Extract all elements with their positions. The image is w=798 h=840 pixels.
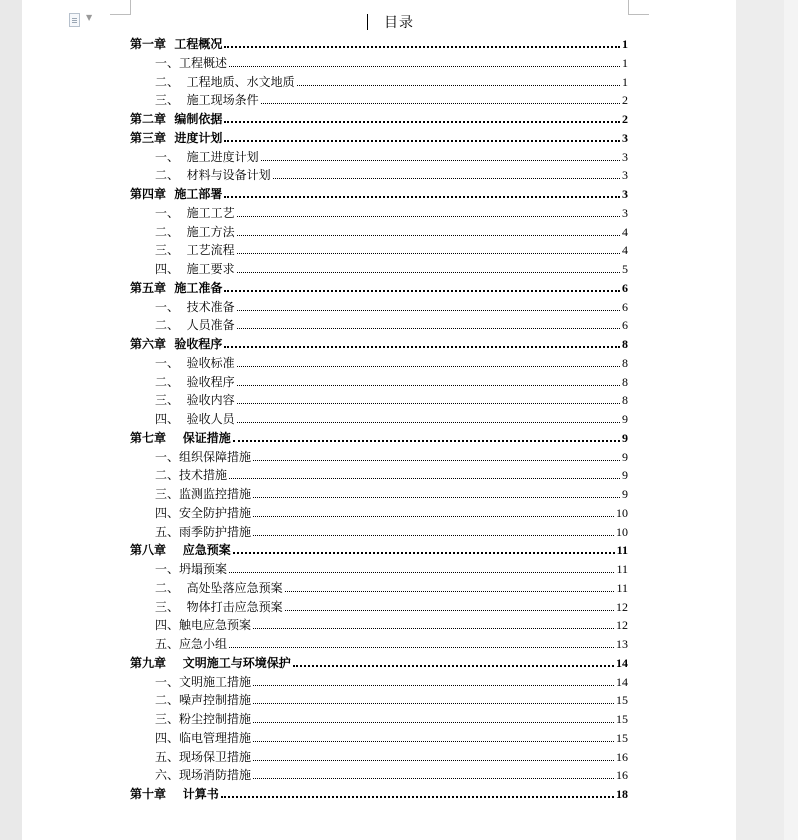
toc-entry-text: 二、 材料与设备计划 [155, 168, 271, 183]
toc-entry-text: 一、工程概述 [155, 55, 228, 70]
toc-dot-leader [253, 534, 614, 536]
toc-dot-leader [253, 777, 614, 779]
toc-page-number: 14 [616, 674, 628, 689]
toc-section-entry[interactable] [155, 614, 628, 632]
toc-dot-leader [253, 740, 614, 742]
toc-section-entry[interactable] [155, 258, 628, 276]
toc-entry-text: 四、 验收人员 [155, 412, 235, 426]
toc-chapter-entry[interactable] [130, 108, 628, 126]
toc-chapter-entry[interactable] [130, 277, 628, 295]
toc-chapter-entry[interactable] [130, 652, 628, 670]
toc-entry-text: 第六章 验收程序 [130, 337, 223, 351]
toc-entry-text: 二、 施工方法 [155, 224, 235, 239]
toc-section-entry[interactable] [155, 202, 628, 220]
toc-entry-text: 一、文明施工措施 [155, 674, 252, 689]
toc-section-entry[interactable] [155, 689, 628, 707]
toc-entry-text: 一、 施工工艺 [155, 205, 235, 220]
toc-section-entry[interactable] [155, 221, 628, 239]
toc-dot-leader [285, 590, 615, 592]
toc-entry-text: 三、 施工现场条件 [155, 93, 259, 108]
toc-dot-leader [261, 102, 620, 104]
toc-section-entry[interactable] [155, 389, 628, 407]
toc-page-number: 8 [622, 374, 628, 389]
toc-entry-text: 五、雨季防护措施 [155, 524, 252, 539]
toc-section-entry[interactable] [155, 596, 628, 614]
toc-page-number: 15 [616, 693, 628, 708]
toc-entry-text: 第四章 施工部署 [130, 187, 223, 201]
toc-page-number: 2 [622, 93, 628, 108]
toc-chapter-entry[interactable] [130, 333, 628, 351]
toc-page-number: 6 [622, 299, 628, 314]
toc-entry-text: 一、坍塌预案 [155, 562, 228, 576]
toc-entry-text: 五、应急小组 [155, 637, 228, 651]
toc-dot-leader [237, 365, 620, 367]
toc-dot-leader [229, 571, 614, 573]
toc-dot-leader [237, 384, 620, 386]
toc-page-number: 9 [622, 449, 628, 464]
toc-dot-leader [293, 664, 614, 667]
toc-page-number: 18 [616, 787, 628, 801]
toc-entry-text: 第十章 计算书 [130, 787, 219, 801]
toc-chapter-entry[interactable] [130, 539, 628, 557]
toc-dot-leader [224, 345, 620, 348]
toc-entry-text: 二、噪声控制措施 [155, 693, 252, 708]
toc-dot-leader [233, 551, 615, 554]
toc-section-entry[interactable] [155, 164, 628, 182]
toc-section-entry[interactable] [155, 239, 628, 257]
toc-entry-text: 三、粉尘控制措施 [155, 712, 252, 726]
toc-chapter-entry[interactable] [130, 183, 628, 201]
toc-entry-text: 三、监测监控措施 [155, 487, 252, 501]
toc-dot-leader [253, 684, 614, 686]
toc-page-number: 11 [616, 543, 628, 558]
toc-section-entry[interactable] [155, 671, 628, 689]
toc-dot-leader [285, 609, 614, 611]
toc-page-number: 12 [616, 618, 628, 633]
toc-page-number: 3 [622, 187, 628, 201]
toc-section-entry[interactable] [155, 408, 628, 426]
toc-section-entry[interactable] [155, 708, 628, 726]
toc-page-number: 4 [622, 224, 628, 239]
toc-dot-leader [221, 795, 614, 798]
toc-page-number: 6 [622, 318, 628, 333]
toc-dot-leader [253, 459, 620, 461]
toc-section-entry[interactable] [155, 296, 628, 314]
toc-section-entry[interactable] [155, 314, 628, 332]
toc-entry-text: 四、临电管理措施 [155, 730, 252, 745]
toc-entry-text: 四、安全防护措施 [155, 505, 252, 520]
toc-section-entry[interactable] [155, 746, 628, 764]
toc-dot-leader [224, 120, 620, 123]
toc-dot-leader [237, 421, 620, 423]
toc-dot-leader [253, 496, 620, 498]
toc-dot-leader [229, 646, 614, 648]
toc-entry-text: 一、 验收标准 [155, 355, 235, 370]
toc-page-number: 9 [622, 412, 628, 426]
toc-dot-leader [253, 627, 614, 629]
toc-dot-leader [237, 215, 620, 217]
toc-dot-leader [229, 65, 620, 67]
toc-entry-text: 第一章 工程概况 [130, 37, 223, 51]
toc-entry-text: 第八章 应急预案 [130, 543, 231, 558]
toc-page-number: 1 [622, 74, 628, 89]
toc-entry-text: 二、技术措施 [155, 468, 228, 483]
toc-entry-text: 三、 物体打击应急预案 [155, 599, 283, 614]
toc-dot-leader [224, 139, 620, 142]
toc-page-number: 9 [622, 468, 628, 483]
toc-page-number: 16 [616, 768, 628, 783]
toc-section-entry[interactable] [155, 89, 628, 107]
toc-entry-text: 六、现场消防措施 [155, 768, 252, 783]
toc-page-number: 13 [616, 637, 628, 651]
toc-page-number: 2 [622, 112, 628, 126]
toc-dot-leader [237, 234, 620, 236]
toc-section-entry[interactable] [155, 502, 628, 520]
toc-section-entry[interactable] [155, 764, 628, 782]
toc-dot-leader [253, 702, 614, 704]
toc-dot-leader [253, 515, 614, 517]
toc-page-number: 4 [622, 243, 628, 258]
toc-page-number: 11 [616, 580, 628, 595]
toc-chapter-entry[interactable] [130, 427, 628, 445]
toc-section-entry[interactable] [155, 352, 628, 370]
toc-entry-text: 三、 验收内容 [155, 393, 235, 408]
toc-entry-text: 第三章 进度计划 [130, 130, 223, 145]
toc-entry-text: 三、 工艺流程 [155, 243, 235, 258]
toc-entry-text: 四、触电应急预案 [155, 618, 252, 633]
toc-section-entry[interactable] [155, 146, 628, 164]
toc-section-entry[interactable] [155, 577, 628, 595]
vertical-scrollbar[interactable] [784, 0, 798, 840]
toc-page-number: 15 [616, 712, 628, 726]
toc-entry-text: 第七章 保证措施 [130, 430, 231, 445]
toc-entry-text: 二、 工程地质、水文地质 [155, 74, 295, 89]
toc-page-number: 3 [622, 168, 628, 183]
toc-chapter-entry[interactable] [130, 127, 628, 145]
toc-entry-text: 第五章 施工准备 [130, 280, 223, 295]
toc-entry-text: 第九章 文明施工与环境保护 [130, 655, 291, 670]
toc-dot-leader [253, 721, 614, 723]
toc-chapter-entry[interactable] [130, 33, 628, 51]
chevron-down-icon[interactable]: ▼ [86, 13, 93, 22]
toc-entry-text: 四、 施工要求 [155, 262, 235, 276]
toc-page-number: 9 [622, 430, 628, 445]
toc-dot-leader [237, 327, 620, 329]
toc-section-entry[interactable] [155, 483, 628, 501]
toc-dot-leader [229, 477, 620, 479]
toc-section-entry[interactable] [155, 71, 628, 89]
toc-page-number: 15 [616, 730, 628, 745]
toc-section-entry[interactable] [155, 521, 628, 539]
toc-dot-leader [237, 402, 620, 404]
toc-dot-leader [224, 289, 620, 292]
toc-page-number: 11 [616, 562, 628, 576]
toc-page-number: 8 [622, 337, 628, 351]
toc-page-number: 10 [616, 505, 628, 520]
toc-section-entry[interactable] [155, 371, 628, 389]
toc-page-number: 10 [616, 524, 628, 539]
toc-page-number: 1 [622, 37, 628, 51]
toc-dot-leader [261, 159, 620, 161]
toc-entry-text: 二、 高处坠落应急预案 [155, 580, 283, 595]
toc-page-number: 6 [622, 280, 628, 295]
toc-title: 目录 [384, 15, 414, 31]
toc-page-number: 3 [622, 130, 628, 145]
toc-page-number: 8 [622, 355, 628, 370]
toc-dot-leader [233, 439, 620, 442]
toc-entry-text: 一、 施工进度计划 [155, 149, 259, 164]
toc-page-number: 14 [616, 655, 628, 670]
toc-dot-leader [253, 759, 614, 761]
toc-section-entry[interactable] [155, 558, 628, 576]
toc-page-number: 16 [616, 749, 628, 764]
toc-section-entry[interactable] [155, 633, 628, 651]
toc-page-number: 8 [622, 393, 628, 408]
toc-dot-leader [237, 271, 620, 273]
toc-section-entry[interactable] [155, 727, 628, 745]
toc-dot-leader [237, 252, 620, 254]
toc-page-number: 3 [622, 149, 628, 164]
toc-page-number: 9 [622, 487, 628, 501]
toc-entry-text: 一、组织保障措施 [155, 449, 252, 464]
toc-chapter-entry[interactable] [130, 783, 628, 801]
toc-dot-leader [297, 84, 620, 86]
toc-dot-leader [237, 309, 620, 311]
text-cursor [367, 14, 368, 30]
toc-entry-text: 一、 技术准备 [155, 299, 235, 314]
toc-section-entry[interactable] [155, 52, 628, 70]
toc-page-number: 12 [616, 599, 628, 614]
toc-page-number: 3 [622, 205, 628, 220]
toc-dot-leader [273, 177, 620, 179]
toc-entry-text: 第二章 编制依据 [130, 112, 223, 126]
toc-entry-text: 二、 验收程序 [155, 374, 235, 389]
toc-section-entry[interactable] [155, 464, 628, 482]
toc-section-entry[interactable] [155, 446, 628, 464]
toc-page-number: 1 [622, 55, 628, 70]
toc-page-number: 5 [622, 262, 628, 276]
toc-entry-text: 五、现场保卫措施 [155, 749, 252, 764]
toc-dot-leader [224, 45, 620, 48]
toc-dot-leader [224, 195, 620, 198]
toc-entry-text: 二、 人员准备 [155, 318, 235, 333]
